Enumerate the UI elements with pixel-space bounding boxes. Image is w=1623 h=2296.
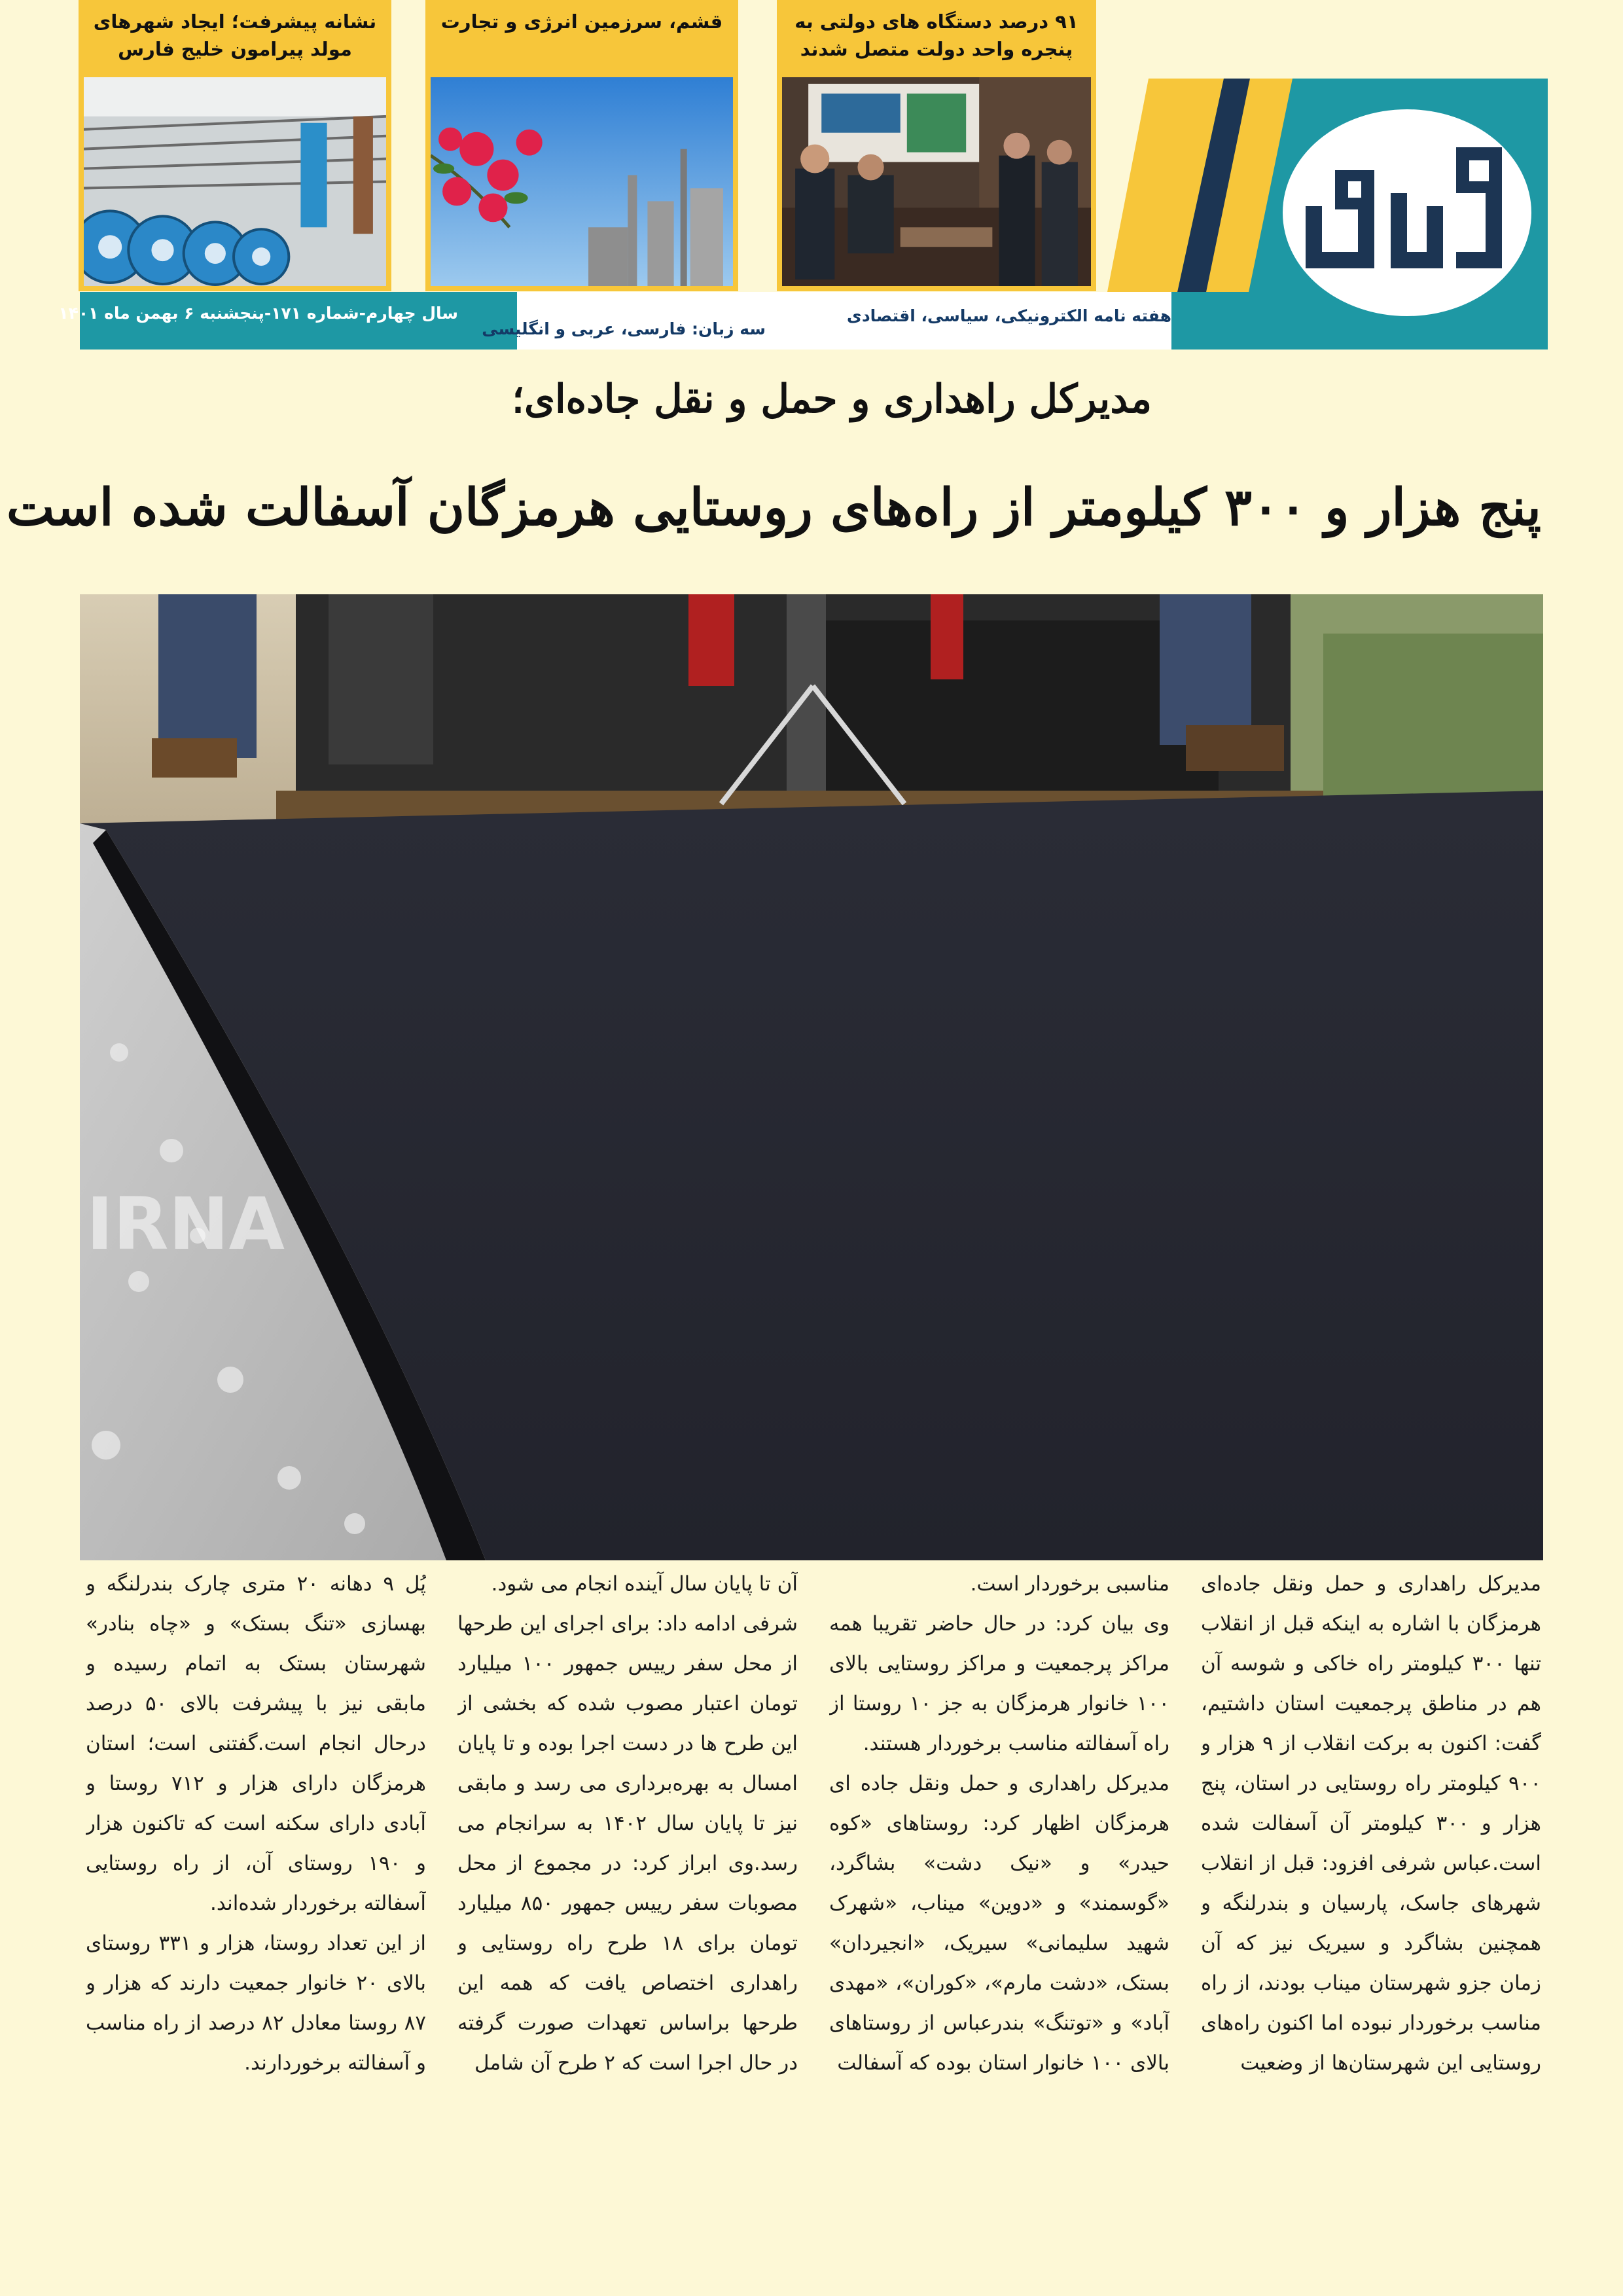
teaser-card-qeshm[interactable]: [425, 0, 738, 291]
teaser-photo-meeting: [782, 77, 1091, 286]
teaser-photo-factory: [84, 77, 386, 286]
teaser-caption: ۹۱ درصد دستگاه های دولتی به پنجره واحد دولت متصل شدند: [794, 10, 1079, 60]
paragraph: وی بیان کرد: در حال حاضر تقریبا همه مراکز پرجمعیت و مراکز روستایی بالای ۱۰۰ خانوار هرمزگان به جز ۱۰ روستا از راه آسفالته مناسب برخوردار هستند.: [829, 1612, 1169, 1755]
teaser-photo-flowers-refinery: [431, 77, 733, 286]
issue-info: سال چهارم-شماره ۱۷۱-پنجشنبه ۶ بهمن ماه ۱۴۰۱: [58, 304, 458, 323]
teaser-caption: قشم، سرزمین انرژی و تجارت: [440, 10, 723, 33]
article-column-4: [86, 1564, 426, 2232]
article-column-1: [1201, 1564, 1541, 2232]
article-column-3: [457, 1564, 798, 2232]
paragraph: آن تا پایان سال آینده انجام می شود.: [491, 1572, 798, 1596]
paragraph: شرفی ادامه داد: برای اجرای این طرحها از محل سفر رییس جمهور ۱۰۰ میلیارد تومان اعتبار مصوب شده که بخشی از این طرح ها در دست اجرا بوده و تا پایان امسال به بهره‌برداری می رسد و مابقی نیز تا پایان سال ۱۴۰۲ به سرانجام می رسد.وی ابراز کرد: در مجموع از محل مصوبات سفر رییس جمهور ۸۵۰ میلیارد تومان برای ۱۸ طرح راه روستایی و راهداری اختصاص یافت که همه این طرحها براساس تعهدات صورت گرفته در حال اجرا است که ۲ طرح آن شامل: [457, 1612, 798, 2075]
hero-photo-asphalt-road: [80, 594, 1543, 1560]
article-column-2: [829, 1564, 1169, 2232]
teaser-card-gov-window[interactable]: [777, 0, 1096, 291]
paragraph: مدیرکل راهداری و حمل ونقل جاده ای هرمزگان اظهار کرد: روستاهای «کوه حیدر» و «نیک دشت» بشاگرد، «گوسمند» و «دوین» میناب، «شهرک شهید سلیمانی» سیریک، «انجیردان» بستک، «دشت مارم»، «کوران»، «مهدی آباد» و «توتنگ» بندرعباس از روستاهای بالای ۱۰۰ خانوار استان بوده که آسفالت: [829, 1772, 1169, 2075]
article-body: [82, 1564, 1541, 2232]
article-kicker: مدیرکل راهداری و حمل و نقل جاده‌ای؛: [511, 376, 1152, 422]
article-headline: پنج هزار و ۳۰۰ کیلومتر از راه‌های روستایی هرمزگان آسفالت شده است: [6, 478, 1541, 537]
hero-watermark: IRNA: [86, 1182, 285, 1266]
namad-logo[interactable]: [1279, 108, 1535, 317]
teaser-caption: نشانه پیشرفت؛ ایجاد شهرهای مولد پیرامون خلیج فارس: [93, 10, 377, 60]
paragraph: مدیرکل راهداری و حمل ونقل جاده‌ای هرمزگان با اشاره به اینکه قبل از انقلاب تنها ۳۰۰ کیلومتر راه خاکی و شوسه آن هم در مناطق پرجمعیت استان داشتیم، گفت: اکنون به برکت انقلاب از ۹ هزار و ۹۰۰ کیلومتر راه روستایی در استان، پنج هزار و ۳۰۰ کیلومتر آن آسفالت شده است.عباس شرفی افزود: قبل از انقلاب شهرهای جاسک، پارسیان و بندرلنگه و همچنین بشاگرد و سیریک نیز که آن زمان جزو شهرستان میناب بودند، از راه مناسب برخوردار نبوده اما اکنون راه‌های روستایی این شهرستان‌ها از وضعیت: [1201, 1572, 1541, 2075]
masthead-tagline: هفته نامه الکترونیکی، سیاسی، اقتصادی: [846, 306, 1171, 325]
paragraph: از این تعداد روستا، هزار و ۳۳۱ روستای بالای ۲۰ خانوار جمعیت دارند که هزار و ۸۷ روستا معادل ۸۲ درصد از راه مناسب و آسفالته برخوردارند.: [86, 1931, 426, 2075]
teaser-card-productive-cities[interactable]: [79, 0, 391, 291]
paragraph: مناسبی برخوردار است.: [970, 1572, 1169, 1596]
paragraph: پُل ۹ دهانه ۲۰ متری چارک بندرلنگه و بهسازی «تنگ بستک» و «چاه بنادر» شهرستان بستک به اتمام رسیده و مابقی نیز با پیشرفت بالای ۵۰ درصد درحال انجام است.گفتنی است؛ استان هرمزگان دارای هزار و ۷۱۲ روستا و آبادی دارای سکنه است که تاکنون هزار و ۱۹۰ روستای آن، از راه روستایی آسفالته برخوردار شده‌اند.: [86, 1572, 426, 1915]
masthead-languages: سه زبان: فارسی، عربی و انگلیسی: [482, 319, 766, 338]
